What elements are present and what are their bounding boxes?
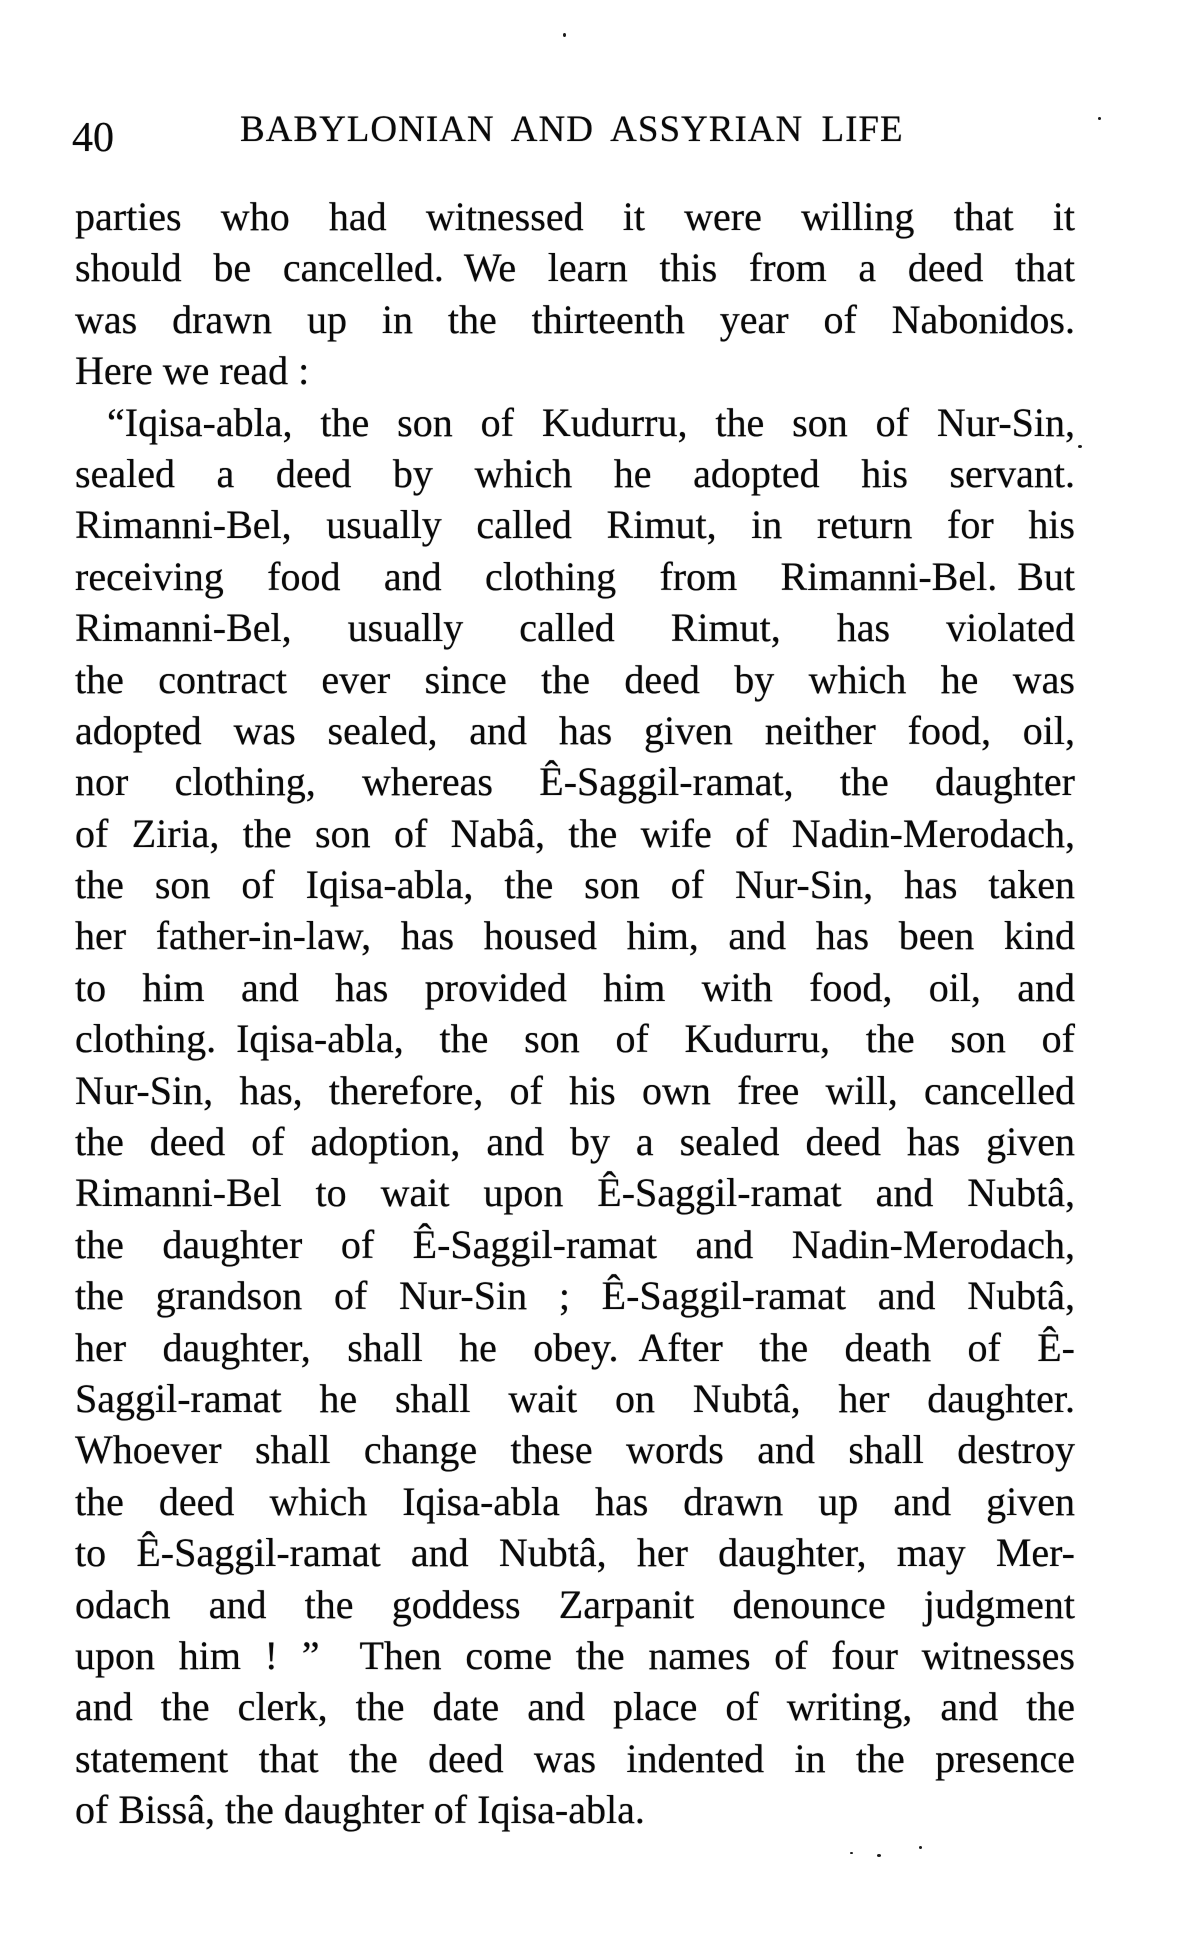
text-line: her daughter, shall he obey. After the death of Ê- xyxy=(75,1324,1075,1370)
text-line: parties who had witnessed it were willing that it xyxy=(75,194,1075,239)
text-line: sealed a deed by which he adopted his servant. xyxy=(75,450,1075,496)
text-line: of Bissâ, the daughter of Iqisa-abla. xyxy=(75,1787,645,1833)
text-line: adopted was sealed, and has given neither food, oil, xyxy=(75,707,1075,753)
text-line: clothing. Iqisa-abla, the son of Kudurru, the son of xyxy=(75,1016,1075,1062)
running-title: BABYLONIAN AND ASSYRIAN LIFE xyxy=(240,109,904,150)
text-line: statement that the deed was indented in the presence xyxy=(75,1735,1075,1781)
text-line: Here we read : xyxy=(75,348,310,394)
text-line: Rimanni-Bel, usually called Rimut, in return for his xyxy=(75,502,1075,548)
scan-speck xyxy=(1078,445,1082,448)
scan-speck xyxy=(877,1854,881,1857)
text-line: “Iqisa-abla, the son of Kudurru, the son of Nur-Sin, xyxy=(107,399,1075,445)
text-line: to him and has provided him with food, oil, and xyxy=(75,964,1075,1010)
text-line: to Ê-Saggil-ramat and Nubtâ, her daughter, may Mer- xyxy=(75,1530,1075,1576)
text-line: her father-in-law, has housed him, and has been kind xyxy=(75,913,1075,959)
text-line: of Ziria, the son of Nabâ, the wife of Nadin-Merodach, xyxy=(75,810,1075,856)
text-line: the grandson of Nur-Sin ; Ê-Saggil-ramat and Nubtâ, xyxy=(75,1273,1075,1319)
scan-speck xyxy=(919,1846,922,1849)
text-line: the son of Iqisa-abla, the son of Nur-Sin, has taken xyxy=(75,862,1075,908)
page-number: 40 xyxy=(72,115,114,161)
text-line: the deed which Iqisa-abla has drawn up and given xyxy=(75,1478,1075,1524)
text-line: odach and the goddess Zarpanit denounce judgment xyxy=(75,1581,1075,1627)
text-line: Saggil-ramat he shall wait on Nubtâ, her daughter. xyxy=(75,1375,1075,1421)
text-line: Nur-Sin, has, therefore, of his own free will, cancelled xyxy=(75,1067,1075,1113)
text-line: the daughter of Ê-Saggil-ramat and Nadin-Merodach, xyxy=(75,1221,1075,1267)
text-line: the contract ever since the deed by which he was xyxy=(75,656,1075,702)
text-line: the deed of adoption, and by a sealed deed has given xyxy=(75,1119,1075,1165)
text-line: receiving food and clothing from Rimanni-Bel. But xyxy=(75,553,1075,599)
scan-speck xyxy=(563,33,566,37)
text-line: Rimanni-Bel, usually called Rimut, has violated xyxy=(75,605,1075,651)
scan-speck xyxy=(1098,117,1101,120)
text-line: Rimanni-Bel to wait upon Ê-Saggil-ramat and Nubtâ, xyxy=(75,1170,1075,1216)
scan-speck xyxy=(850,1852,853,1854)
text-line: upon him ! ” Then come the names of four witnesses xyxy=(75,1632,1075,1678)
text-line: was drawn up in the thirteenth year of Nabonidos. xyxy=(75,296,1075,342)
text-column xyxy=(75,191,1075,1836)
text-line: nor clothing, whereas Ê-Saggil-ramat, the daughter xyxy=(75,759,1075,805)
text-line: should be cancelled. We learn this from a deed that xyxy=(75,245,1075,291)
text-line: Whoever shall change these words and shall destroy xyxy=(75,1427,1075,1473)
text-line: and the clerk, the date and place of writing, and the xyxy=(75,1684,1075,1730)
